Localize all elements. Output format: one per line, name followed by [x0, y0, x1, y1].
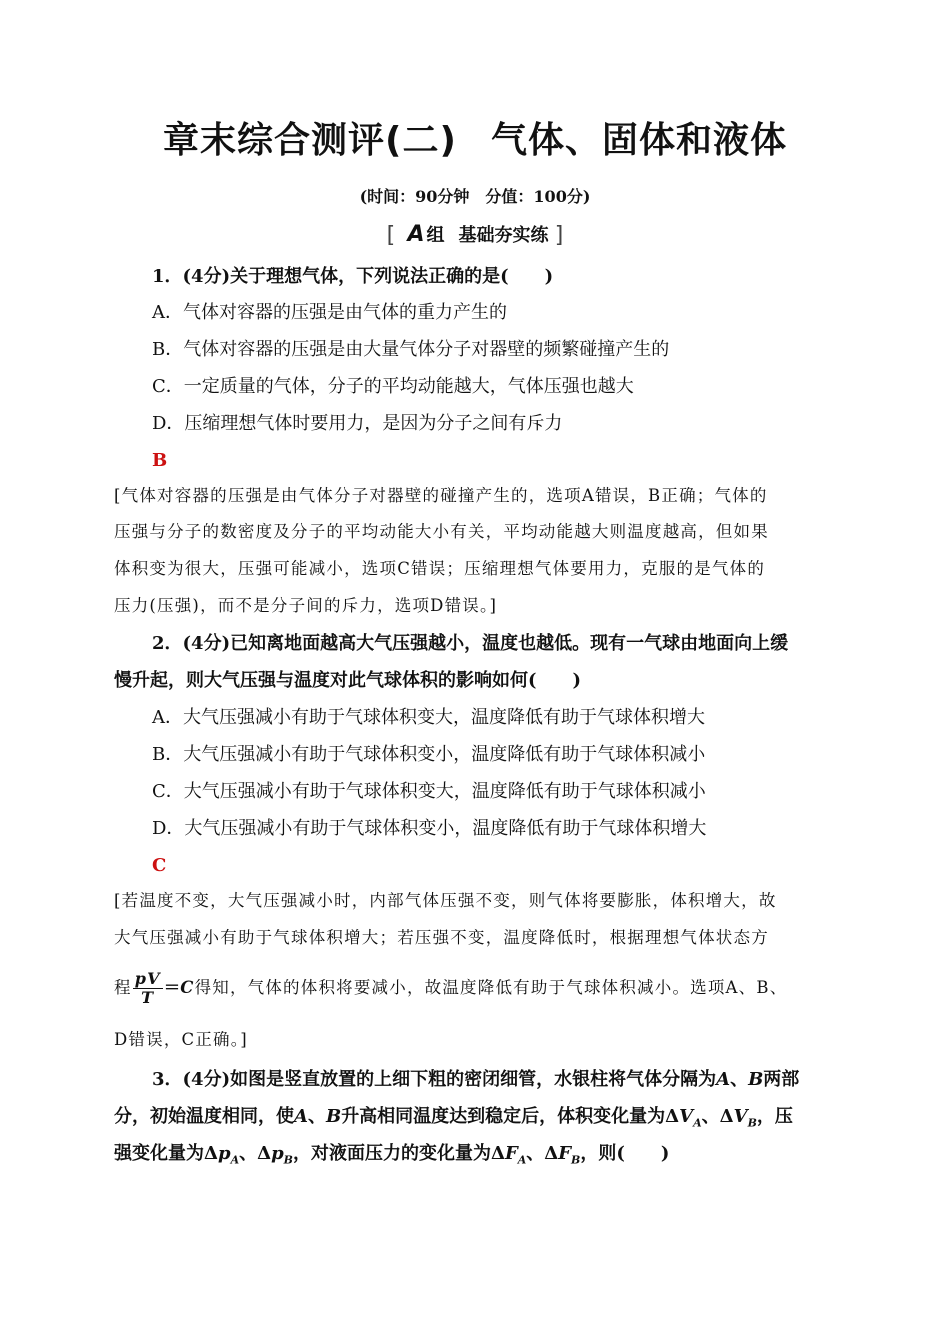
constant-c: C: [180, 978, 195, 997]
group-name: 基础夯实练: [458, 225, 549, 246]
q1-option-c: C．一定质量的气体，分子的平均动能越大，气体压强也越大: [152, 376, 634, 397]
sub-b: B: [283, 1153, 293, 1167]
sub-a: A: [693, 1116, 702, 1130]
q3-stem-close: ): [660, 1143, 670, 1164]
var-b: B: [325, 1106, 342, 1127]
q1-explanation-line: 压力(压强)，而不是分子间的斥力，选项D错误。]: [114, 596, 498, 615]
q2-stem-close: ): [572, 670, 582, 691]
q2-stem-line2: [114, 669, 844, 693]
q1-option-a: A．气体对容器的压强是由气体的重力产生的: [152, 302, 507, 323]
q2-option-d: D．大气压强减小有助于气球体积变小，温度降低有助于气球体积增大: [152, 818, 707, 839]
page-title: [0, 112, 950, 163]
q2-expl-suffix: 得知，气体的体积将要减小，故温度降低有助于气球体积减小。选项A、B、: [194, 978, 788, 997]
delta: Δ: [544, 1143, 559, 1164]
group-heading: [0, 221, 950, 248]
q3-text: 分，初始温度相同，使: [114, 1106, 294, 1127]
q1-stem-close: ): [544, 266, 554, 287]
var-v: V: [733, 1106, 748, 1127]
bracket-close: ]: [554, 223, 564, 248]
var-a: A: [294, 1106, 308, 1127]
q2-option-a: A．大气压强减小有助于气球体积变大，温度降低有助于气球体积增大: [152, 707, 705, 728]
q3-stem-line2: [114, 1105, 844, 1136]
meta-time: (时间：90分钟: [359, 187, 470, 206]
q3-stem-line3: [114, 1142, 844, 1173]
q1-option-d: D．压缩理想气体时要用力，是因为分子之间有斥力: [152, 413, 563, 434]
q2-explanation-line4: D错误，C正确。]: [114, 1030, 248, 1049]
title-topic: 气体、固体和液体: [490, 120, 787, 161]
ideal-gas-fraction: [133, 970, 163, 1007]
var-f: F: [504, 1143, 518, 1164]
q3-text: 强变化量为Δ: [114, 1143, 218, 1164]
q1-stem-text: 1．(4分)关于理想气体，下列说法正确的是(: [152, 266, 509, 287]
fraction-denominator: T: [141, 988, 155, 1007]
sub-a: A: [517, 1153, 527, 1167]
q3-text: ，则(: [580, 1143, 625, 1164]
q2-explanation-line1: [若温度不变，大气压强减小时，内部气体压强不变，则气体将要膨胀，体积增大，故: [114, 891, 777, 910]
q3-text: 3．(4分)如图是竖直放置的上细下粗的密闭细管，水银柱将气体分隔为: [152, 1069, 717, 1090]
sub-b: B: [747, 1116, 757, 1130]
q3-text: 升高相同温度达到稳定后，体积变化量为Δ: [341, 1106, 680, 1127]
q2-option-c: C．大气压强减小有助于气球体积变大，温度降低有助于气球体积减小: [152, 781, 706, 802]
sep: 、: [730, 1069, 749, 1090]
var-f: F: [558, 1143, 572, 1164]
exam-meta: [0, 184, 950, 207]
equals-sign: ＝: [163, 978, 181, 997]
q1-answer: B: [152, 450, 168, 471]
q2-answer: C: [152, 855, 167, 876]
sub-a: A: [230, 1153, 240, 1167]
title-chapter: 章末综合测评(二): [163, 120, 457, 161]
var-v: V: [679, 1106, 694, 1127]
bracket-open: [: [386, 223, 396, 248]
q2-stem-text: 慢升起，则大气压强与温度对此气球体积的影响如何(: [114, 670, 537, 691]
q2-expl-prefix: 程: [114, 978, 132, 997]
q2-explanation-line3: [114, 968, 844, 1008]
fraction-numerator: pV: [134, 969, 161, 988]
q2-option-b: B．大气压强减小有助于气球体积变小，温度降低有助于气球体积减小: [152, 744, 706, 765]
sep: 、: [239, 1143, 258, 1164]
var-a: A: [716, 1069, 731, 1090]
group-badge-word: 组: [426, 225, 445, 246]
q3-text: 两部: [763, 1069, 800, 1090]
group-badge-letter: A: [407, 222, 425, 247]
meta-score: 分值：100分): [485, 187, 591, 206]
q1-explanation-line: [气体对容器的压强是由气体分子对器壁的碰撞产生的，选项A错误，B正确；气体的: [114, 486, 768, 505]
var-b: B: [748, 1069, 764, 1090]
var-p: p: [271, 1143, 284, 1164]
delta: Δ: [257, 1143, 272, 1164]
q1-explanation-line: 压强与分子的数密度及分子的平均动能大小有关，平均动能越大则温度越高，但如果: [114, 522, 769, 541]
q3-text: ，压: [756, 1106, 793, 1127]
sep: 、: [701, 1106, 720, 1127]
sep: 、: [526, 1143, 545, 1164]
sep: 、: [307, 1106, 326, 1127]
q3-text: ，对液面压力的变化量为Δ: [292, 1143, 505, 1164]
q3-stem-line1: [152, 1068, 882, 1092]
q1-stem: [152, 265, 882, 289]
q2-explanation-line2: 大气压强减小有助于气球体积增大；若压强不变，温度降低时，根据理想气体状态方: [114, 928, 769, 947]
q1-option-b: B．气体对容器的压强是由大量气体分子对器壁的频繁碰撞产生的: [152, 339, 670, 360]
sub-b: B: [571, 1153, 581, 1167]
q1-explanation-line: 体积变为很大，压强可能减小，选项C错误；压缩理想气体要用力，克服的是气体的: [114, 559, 766, 578]
q2-stem-line1: 2．(4分)已知离地面越高大气压强越小，温度也越低。现有一气球由地面向上缓: [152, 633, 789, 654]
delta: Δ: [719, 1106, 734, 1127]
var-p: p: [217, 1143, 231, 1164]
